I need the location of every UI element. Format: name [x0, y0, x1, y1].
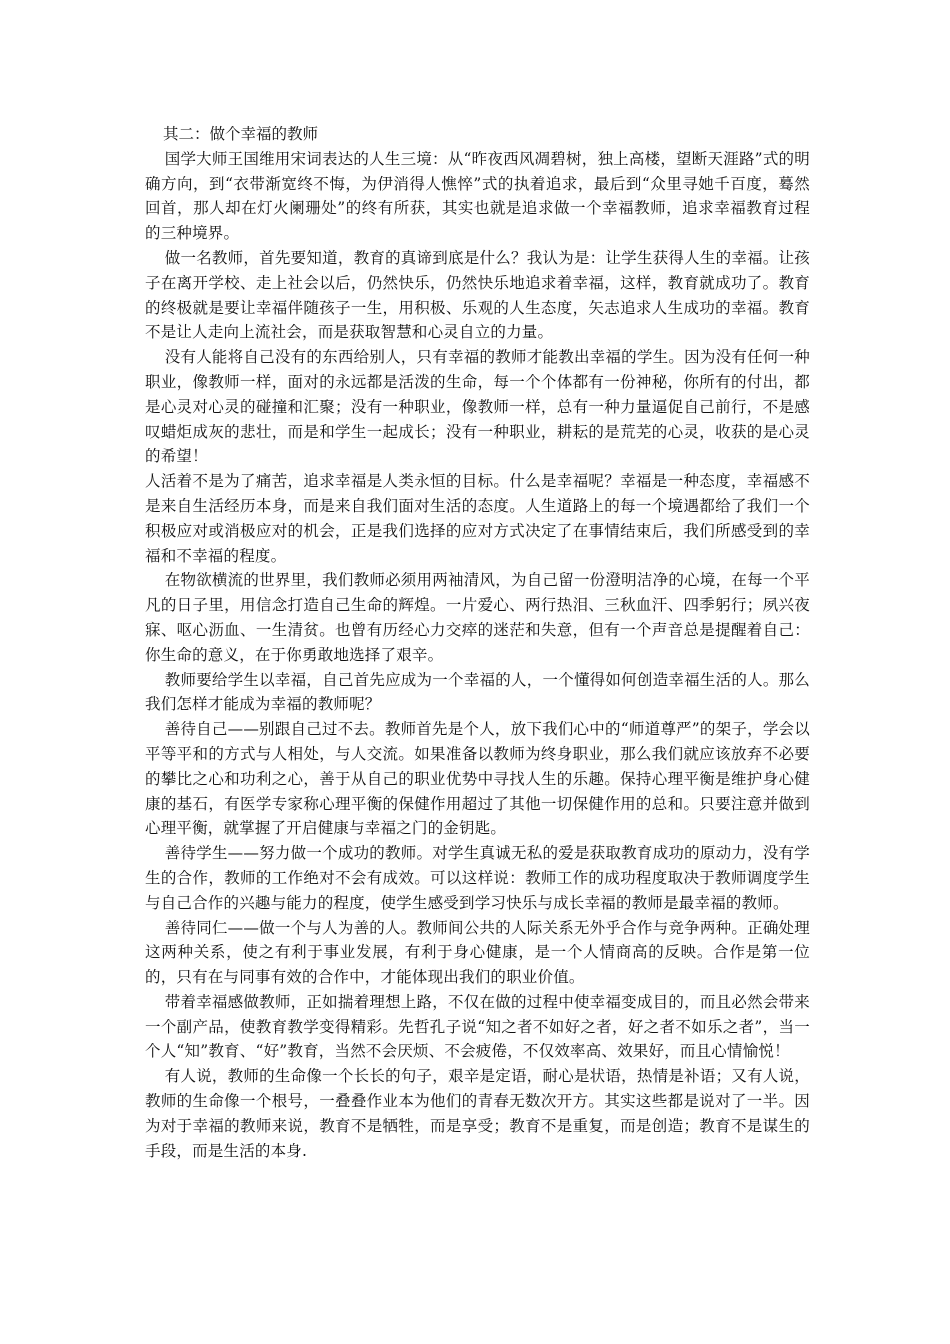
- document-title: 其二：做个幸福的教师: [163, 125, 319, 143]
- paragraph-11: 有人说，教师的生命像一个长长的句子，艰辛是定语，耐心是状语，热情是补语；又有人说，教师的生命像一个根号，一叠叠作业本为他们的青春无数次开方。其实这些都是说对了一半。因为对于幸福的教师来说，教育不是牺牲，而是享受；教育不是重复，而是创造；教育不是谋生的手段，而是生活的本身.: [145, 1067, 810, 1160]
- paragraph-2: 做一名教师，首先要知道，教育的真谛到底是什么？我认为是：让学生获得人生的幸福。让孩子在离开学校、走上社会以后，仍然快乐，仍然快乐地追求着幸福，这样，教育就成功了。教育的终极就是要让幸福伴随孩子一生，用积极、乐观的人生态度，矢志追求人生成功的幸福。教育不是让人走向上流社会，而是获取智慧和心灵自立的力量。: [145, 248, 810, 342]
- paragraph-6: 教师要给学生以幸福，自己首先应成为一个幸福的人，一个懂得如何创造幸福生活的人。那么我们怎样才能成为幸福的教师呢？: [145, 670, 810, 714]
- document-page: [145, 122, 810, 1163]
- paragraph-3: 没有人能将自己没有的东西给别人，只有幸福的教师才能教出幸福的学生。因为没有任何一种职业，像教师一样，面对的永远都是活泼的生命，每一个个体都有一份神秘，你所有的付出，都是心灵对心灵的碰撞和汇聚；没有一种职业，像教师一样，总有一种力量逼促自己前行，不是感叹蜡炬成灰的悲壮，而是和学生一起成长；没有一种职业，耕耘的是荒芜的心灵，收获的是心灵的希望！: [145, 348, 810, 466]
- paragraph-7: 善待自己——别跟自己过不去。教师首先是个人，放下我们心中的“师道尊严”的架子，学会以平等平和的方式与人相处，与人交流。如果准备以教师为终身职业，那么我们就应该放弃不必要的攀比之心和功利之心，善于从自己的职业优势中寻找人生的乐趣。保持心理平衡是维护身心健康的基石，有医学专家称心理平衡的保健作用超过了其他一切保健作用的总和。只要注意并做到心理平衡，就掌握了开启健康与幸福之门的金钥匙。: [145, 720, 810, 838]
- paragraph-9: 善待同仁——做一个与人为善的人。教师间公共的人际关系无外乎合作与竞争两种。正确处理这两种关系，使之有利于事业发展，有利于身心健康，是一个人情商高的反映。合作是第一位的，只有在与同事有效的合作中，才能体现出我们的职业价值。: [145, 918, 810, 987]
- paragraph-4: 人活着不是为了痛苦，追求幸福是人类永恒的目标。什么是幸福呢？幸福是一种态度，幸福感不是来自生活经历本身，而是来自我们面对生活的态度。人生道路上的每一个境遇都给了我们一个积极应对或消极应对的机会，正是我们选择的应对方式决定了在事情结束后，我们所感受到的幸福和不幸福的程度。: [145, 472, 810, 565]
- paragraph-8: 善待学生——努力做一个成功的教师。对学生真诚无私的爱是获取教育成功的原动力，没有学生的合作，教师的工作绝对不会有成效。可以这样说：教师工作的成功程度取决于教师调度学生与自己合作的兴趣与能力的程度，使学生感受到学习快乐与成长幸福的教师是最幸福的教师。: [145, 844, 810, 912]
- paragraph-1: 国学大师王国维用宋词表达的人生三境：从“昨夜西风凋碧树，独上高楼，望断天涯路”式的明确方向，到“衣带渐宽终不悔，为伊消得人憔悴”式的执着追求，最后到“众里寻她千百度，蓦然回首，那人却在灯火阑珊处”的终有所获，其实也就是追求做一个幸福教师，追求幸福教育过程的三种境界。: [145, 149, 810, 243]
- paragraph-5: 在物欲横流的世界里，我们教师必须用两袖清风，为自己留一份澄明洁净的心境，在每一个平凡的日子里，用信念打造自己生命的辉煌。一片爱心、两行热泪、三秋血汗、四季躬行；夙兴夜寐、呕心沥血、一生清贫。也曾有历经心力交瘁的迷茫和失意，但有一个声音总是提醒着自己：你生命的意义，在于你勇敢地选择了艰辛。: [145, 571, 810, 664]
- paragraph-10: 带着幸福感做教师，正如揣着理想上路，不仅在做的过程中使幸福变成目的，而且必然会带来一个副产品，使教育教学变得精彩。先哲孔子说“知之者不如好之者，好之者不如乐之者”，当一个人“知”教育、“好”教育，当然不会厌烦、不会疲倦，不仅效率高、效果好，而且心情愉悦！: [145, 992, 810, 1061]
